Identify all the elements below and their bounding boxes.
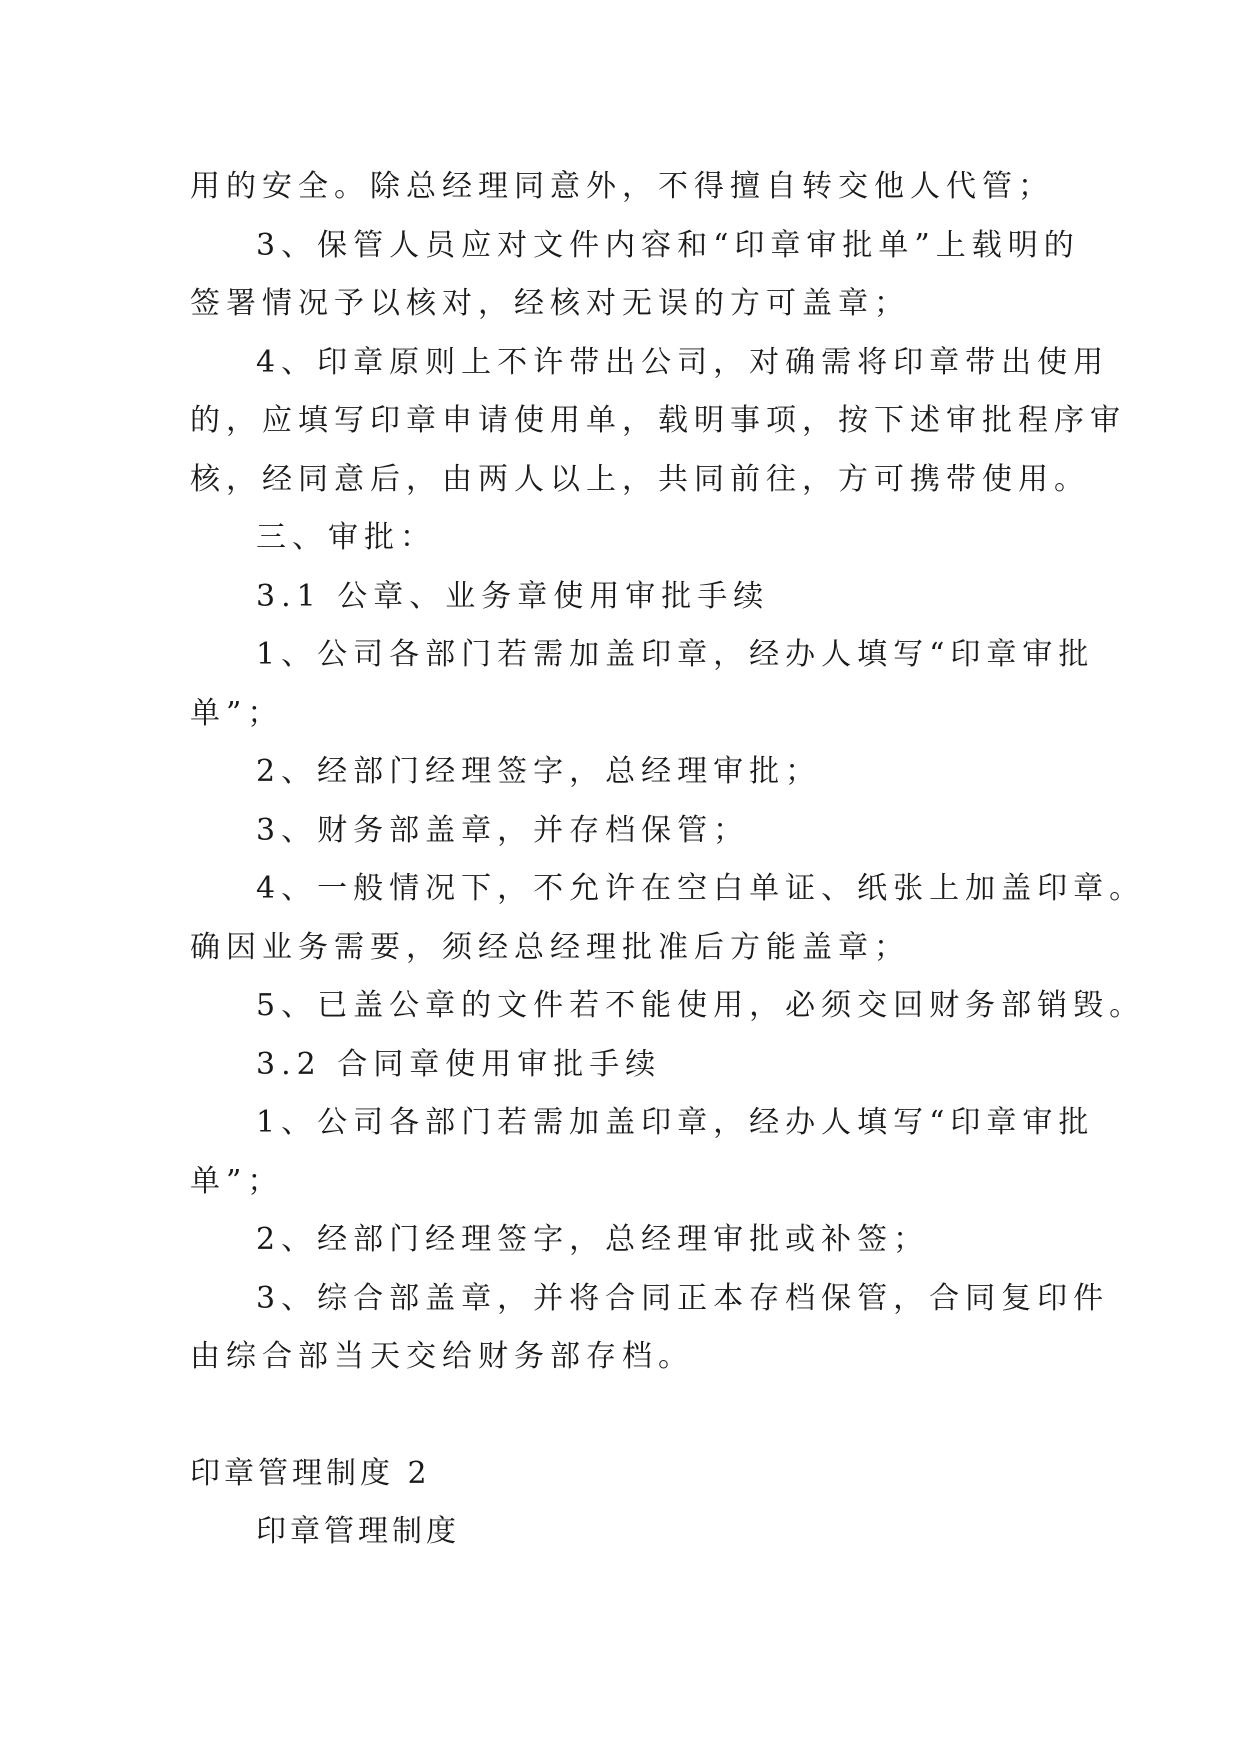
section-heading: 三、审批： [256, 520, 436, 555]
paragraph-line: 由综合部当天交给财务部存档。 [190, 1339, 694, 1374]
section-spacer [190, 1387, 1070, 1445]
subsection-heading: 3.1 公章、业务章使用审批手续 [256, 578, 770, 614]
paragraph-line: 签署情况予以核对，经核对无误的方可盖章； [190, 286, 910, 321]
paragraph-line: 1、公司各部门若需加盖印章，经办人填写“印章审批 [256, 1105, 1095, 1140]
paragraph-line: 3、财务部盖章，并存档保管； [256, 812, 750, 848]
paragraph-line: 4、一般情况下，不允许在空白单证、纸张上加盖印章。 [256, 871, 1146, 906]
subsection-heading: 3.2 合同章使用审批手续 [256, 1046, 662, 1082]
paragraph-line: 核，经同意后，由两人以上，共同前往，方可携带使用。 [190, 461, 1090, 497]
paragraph-line: 的，应填写印章申请使用单，载明事项，按下述审批程序审 [190, 403, 1126, 438]
paragraph-line: 3、保管人员应对文件内容和“印章审批单”上载明的 [256, 227, 1080, 263]
paragraph-line: 2、经部门经理签字，总经理审批或补签； [256, 1222, 930, 1257]
paragraph-line: 用的安全。除总经理同意外，不得擅自转交他人代管； [190, 169, 1054, 204]
paragraph-line: 2、经部门经理签字，总经理审批； [256, 754, 822, 789]
document-body [190, 158, 1146, 1562]
paragraph-line: 5、已盖公章的文件若不能使用，必须交回财务部销毁。 [256, 988, 1146, 1023]
paragraph-line: 确因业务需要，须经总经理批准后方能盖章； [190, 929, 910, 965]
paragraph-line: 3、综合部盖章，并将合同正本存档保管，合同复印件 [256, 1280, 1110, 1316]
paragraph-line: 单”； [190, 695, 284, 731]
paragraph-line: 单”； [190, 1163, 284, 1199]
section-subtitle: 印章管理制度 [256, 1514, 460, 1549]
section-title: 印章管理制度 2 [190, 1455, 431, 1491]
paragraph-line: 4、印章原则上不许带出公司，对确需将印章带出使用 [256, 344, 1110, 380]
paragraph-line: 1、公司各部门若需加盖印章，经办人填写“印章审批 [256, 637, 1095, 672]
